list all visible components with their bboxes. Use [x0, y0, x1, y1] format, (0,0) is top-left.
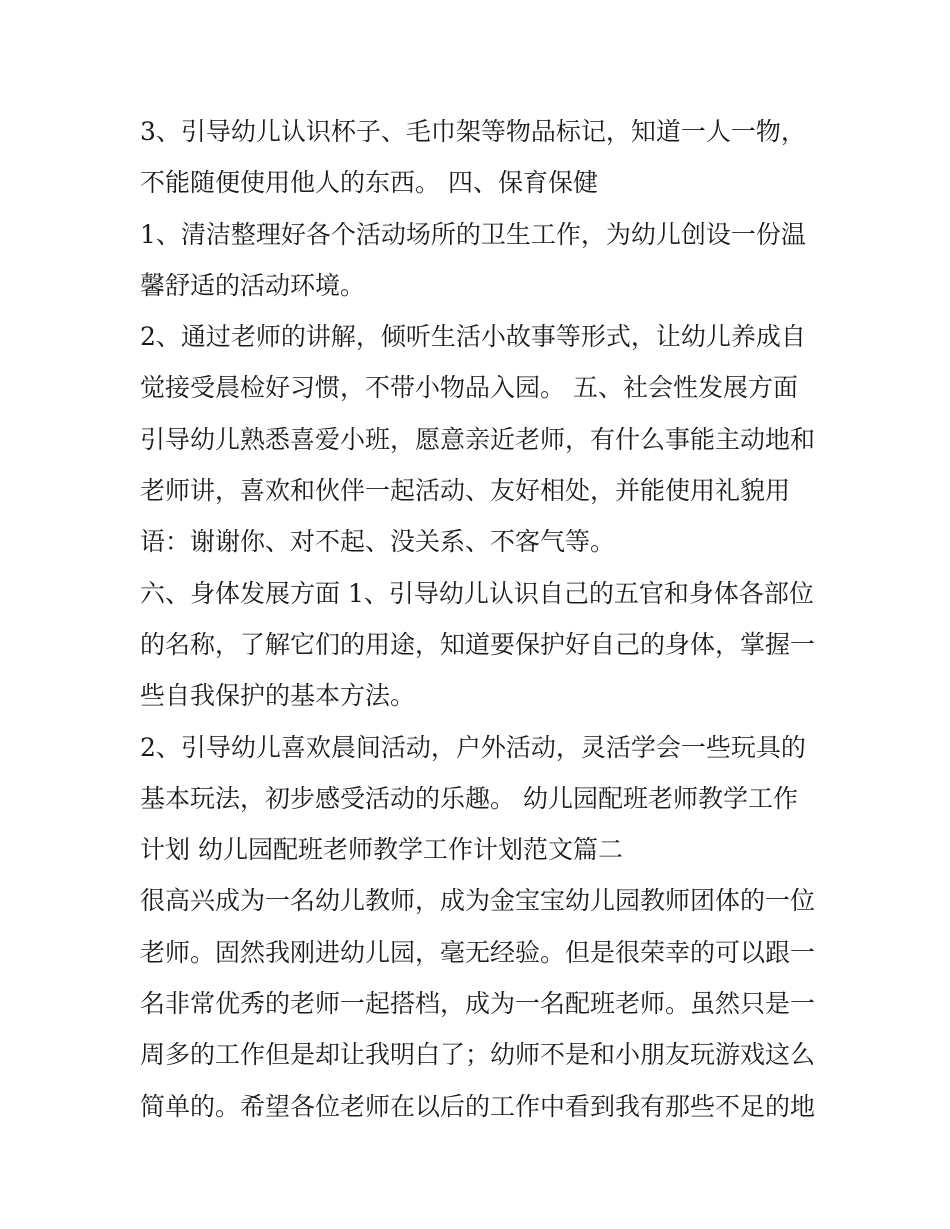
text-line: 简单的。希望各位老师在以后的工作中看到我有那些不足的地: [140, 1091, 816, 1121]
text-line: 很高兴成为一名幼儿教师，成为金宝宝幼儿园教师团体的一位: [140, 886, 816, 916]
text-line: 3、引导幼儿认识杯子、毛巾架等物品标记，知道一人一物，: [140, 117, 806, 146]
text-line: 不能随便使用他人的东西。 四、保育保健: [140, 168, 598, 198]
text-line: 名非常优秀的老师一起搭档，成为一名配班老师。虽然只是一: [140, 989, 816, 1019]
text-line: 语：谢谢你、对不起、没关系、不客气等。: [140, 527, 616, 557]
text-line: 周多的工作但是却让我明白了；幼师不是和小朋友玩游戏这么: [140, 1040, 816, 1070]
text-line: 老师。固然我刚进幼儿园，毫无经验。但是很荣幸的可以跟一: [140, 937, 816, 967]
text-line: 馨舒适的活动环境。: [140, 270, 366, 300]
text-line: 基本玩法，初步感受活动的乐趣。 幼儿园配班老师教学工作: [140, 783, 798, 813]
text-line: 2、通过老师的讲解，倾听生活小故事等形式，让幼儿养成自: [140, 322, 806, 352]
text-line: 六、身体发展方面 1、引导幼儿认识自己的五官和身体各部位: [140, 578, 814, 608]
text-line: 的名称，了解它们的用途，知道要保护好自己的身体，掌握一: [140, 629, 816, 659]
text-line: 2、引导幼儿喜欢晨间活动，户外活动，灵活学会一些玩具的: [140, 732, 806, 762]
text-line: 老师讲，喜欢和伙伴一起活动、友好相处，并能使用礼貌用: [140, 476, 791, 506]
text-line: 觉接受晨检好习惯，不带小物品入园。 五、社会性发展方面: [140, 373, 798, 403]
text-line: 引导幼儿熟悉喜爱小班，愿意亲近老师，有什么事能主动地和: [140, 424, 816, 454]
text-line: 些自我保护的基本方法。: [140, 681, 416, 711]
text-line: 1、清洁整理好各个活动场所的卫生工作，为幼儿创设一份温: [140, 219, 806, 249]
document-body: [140, 106, 820, 1132]
text-line: 计划 幼儿园配班老师教学工作计划范文篇二: [140, 835, 623, 865]
